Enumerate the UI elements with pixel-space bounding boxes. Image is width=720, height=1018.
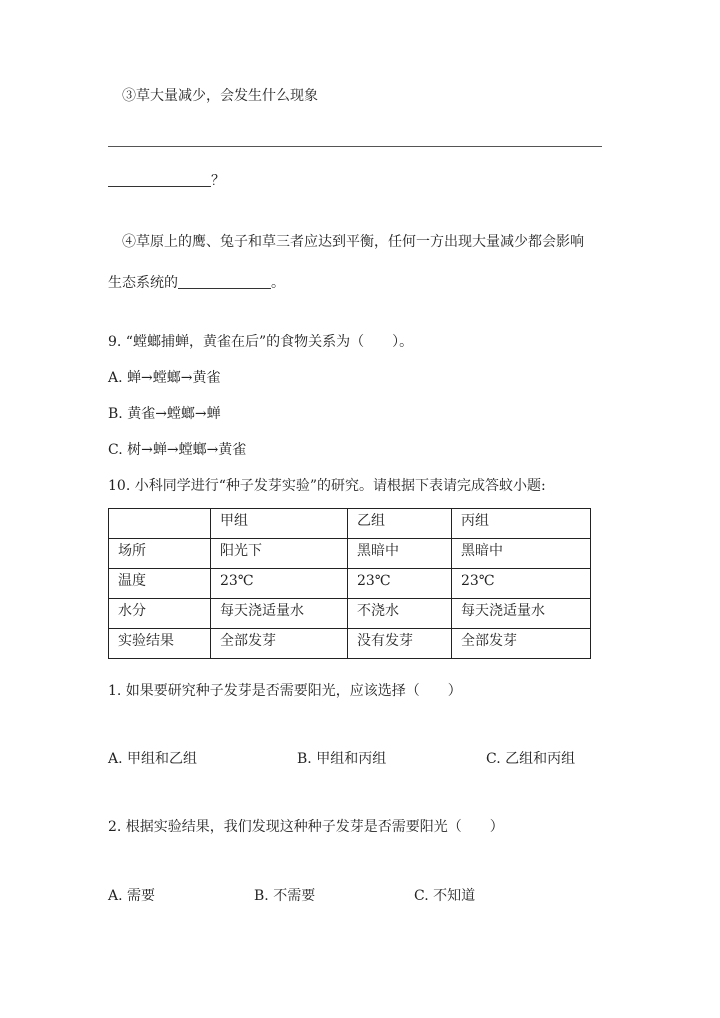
answer-line — [108, 146, 602, 147]
table-header-row — [109, 509, 591, 539]
q10-sub2-option-b: B. 不需要 — [254, 888, 316, 904]
table-cell: 23℃ — [348, 569, 452, 599]
q9-option-a: A. 蝉→螳螂→黄雀 — [108, 370, 221, 386]
table-row — [109, 569, 591, 599]
table-header-cell: 甲组 — [211, 509, 348, 539]
table-cell: 水分 — [109, 599, 211, 629]
q9-stem: 9. “螳螂捕蝉，黄雀在后”的食物关系为（ ）。 — [108, 334, 414, 350]
table-cell: 黑暗中 — [348, 539, 452, 569]
q9-option-b: B. 黄雀→螳螂→蝉 — [108, 406, 221, 422]
table-row — [109, 629, 591, 659]
table-cell: 每天浇适量水 — [452, 599, 591, 629]
q8-4-line2 — [108, 274, 285, 292]
table-cell: 没有发芽 — [348, 629, 452, 659]
q9-option-c: C. 树→蝉→螳螂→黄雀 — [108, 442, 247, 458]
table-cell: 温度 — [109, 569, 211, 599]
q8-4-prefix: 生态系统的 — [108, 275, 178, 291]
table-cell: 阳光下 — [211, 539, 348, 569]
table-header-cell: 丙组 — [452, 509, 591, 539]
table-cell: 不浇水 — [348, 599, 452, 629]
table-cell: 23℃ — [211, 569, 348, 599]
table-cell: 23℃ — [452, 569, 591, 599]
q10-sub2-option-c: C. 不知道 — [414, 888, 476, 904]
q10-sub2-stem: 2. 根据实验结果，我们发现这种种子发芽是否需要阳光（ ） — [108, 819, 504, 835]
table-row — [109, 599, 591, 629]
table-cell: 黑暗中 — [452, 539, 591, 569]
q10-sub1-option-b: B. 甲组和丙组 — [297, 751, 387, 767]
table-cell: 场所 — [109, 539, 211, 569]
q8-3-question-mark: ？ — [211, 173, 225, 189]
q10-sub1-option-a: A. 甲组和乙组 — [108, 751, 198, 767]
q8-3-answer-row — [108, 172, 225, 190]
table-row — [109, 539, 591, 569]
q8-4-line1: ④草原上的鹰、兔子和草三者应达到平衡，任何一方出现大量减少都会影响 — [122, 234, 584, 250]
q10-sub1-stem: 1. 如果要研究种子发芽是否需要阳光，应该选择（ ） — [108, 683, 462, 699]
q10-sub2-option-a: A. 需要 — [108, 888, 156, 904]
q10-sub1-option-c: C. 乙组和丙组 — [486, 751, 576, 767]
q8-4-suffix: 。 — [271, 275, 285, 291]
q10-stem: 10. 小科同学进行“种子发芽实验”的研究。请根据下表请完成答蚊小题: — [108, 478, 546, 494]
answer-blank[interactable] — [108, 172, 211, 187]
table-cell: 全部发芽 — [452, 629, 591, 659]
table-cell: 每天浇适量水 — [211, 599, 348, 629]
q8-3-text: ③草大量减少，会发生什么现象 — [122, 88, 318, 104]
experiment-table — [108, 508, 591, 659]
table-cell: 实验结果 — [109, 629, 211, 659]
table-header-cell — [109, 509, 211, 539]
answer-blank[interactable] — [178, 274, 271, 289]
table-header-cell: 乙组 — [348, 509, 452, 539]
table-cell: 全部发芽 — [211, 629, 348, 659]
